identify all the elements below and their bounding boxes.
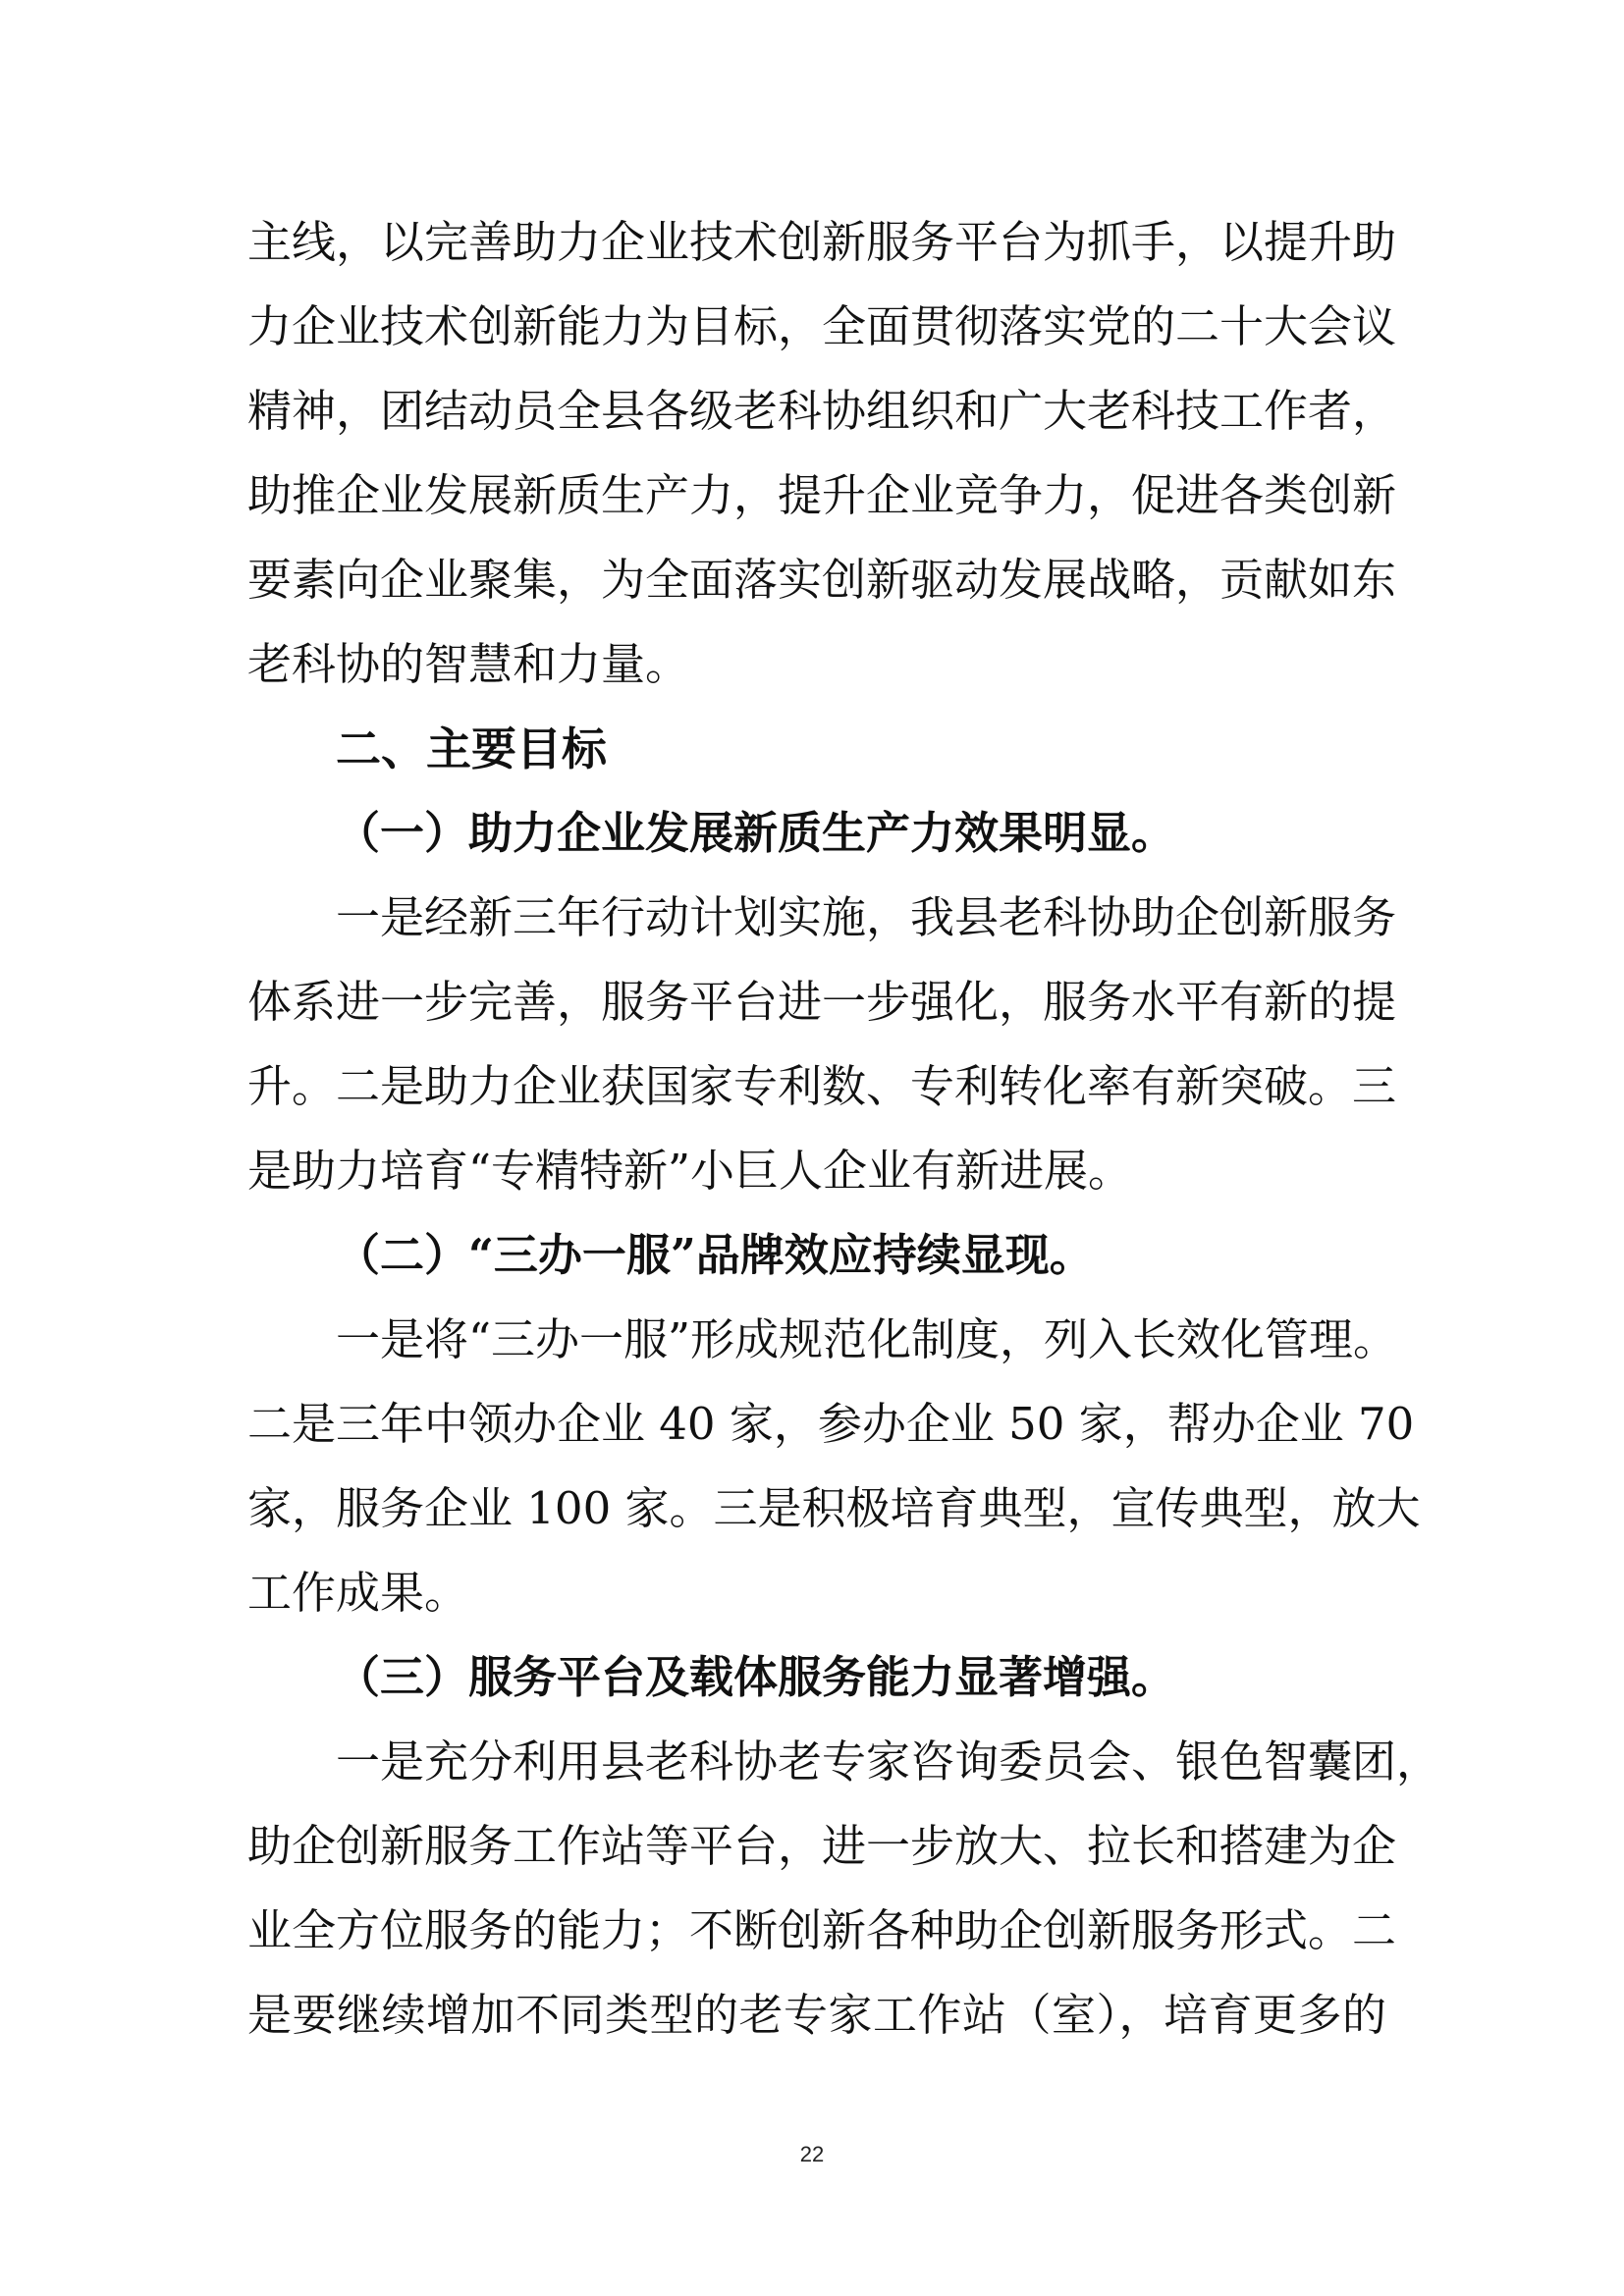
paragraph-line: 体系进一步完善，服务平台进一步强化，服务水平有新的提 xyxy=(247,976,1397,1028)
paragraph-line: 一是充分利用县老科协老专家咨询委员会、银色智囊团， xyxy=(336,1735,1441,1788)
page-number: 22 xyxy=(799,2142,825,2166)
paragraph-line: 力企业技术创新能力为目标，全面贯彻落实党的二十大会议 xyxy=(247,300,1397,352)
paragraph-line: 助推企业发展新质生产力，提升企业竞争力，促进各类创新 xyxy=(247,469,1397,521)
paragraph-line: 老科协的智慧和力量。 xyxy=(247,638,690,690)
paragraph-line: 是助力培育“专精特新”小巨人企业有新进展。 xyxy=(247,1145,1133,1197)
paragraph-line: 二是三年中领办企业 40 家，参办企业 50 家，帮办企业 70 xyxy=(247,1398,1415,1450)
paragraph-line: 要素向企业聚集，为全面落实创新驱动发展战略，贡献如东 xyxy=(247,554,1397,606)
subsection-title-1: （一）助力企业发展新质生产力效果明显。 xyxy=(336,807,1176,859)
paragraph-line: 一是将“三办一服”形成规范化制度，列入长效化管理。 xyxy=(336,1313,1398,1365)
paragraph-line: 一是经新三年行动计划实施，我县老科协助企创新服务 xyxy=(336,891,1397,943)
paragraph-line: 升。二是助力企业获国家专利数、专利转化率有新突破。三 xyxy=(247,1060,1397,1112)
paragraph-line: 家，服务企业 100 家。三是积极培育典型，宣传典型，放大 xyxy=(247,1482,1421,1534)
paragraph-line: 主线，以完善助力企业技术创新服务平台为抓手，以提升助 xyxy=(247,216,1397,268)
subsection-title-3: （三）服务平台及载体服务能力显著增强。 xyxy=(336,1651,1176,1703)
section-heading: 二、主要目标 xyxy=(336,722,607,775)
paragraph-line: 精神，团结动员全县各级老科协组织和广大老科技工作者， xyxy=(247,385,1397,437)
paragraph-line: 业全方位服务的能力；不断创新各种助企创新服务形式。二 xyxy=(247,1904,1397,1956)
paragraph-line: 工作成果。 xyxy=(247,1567,469,1619)
paragraph-line: 助企创新服务工作站等平台，进一步放大、拉长和搭建为企 xyxy=(247,1820,1397,1872)
paragraph-line: 是要继续增加不同类型的老专家工作站（室），培育更多的 xyxy=(247,1989,1386,2041)
subsection-title-2: （二）“三办一服”品牌效应持续显现。 xyxy=(336,1229,1094,1281)
